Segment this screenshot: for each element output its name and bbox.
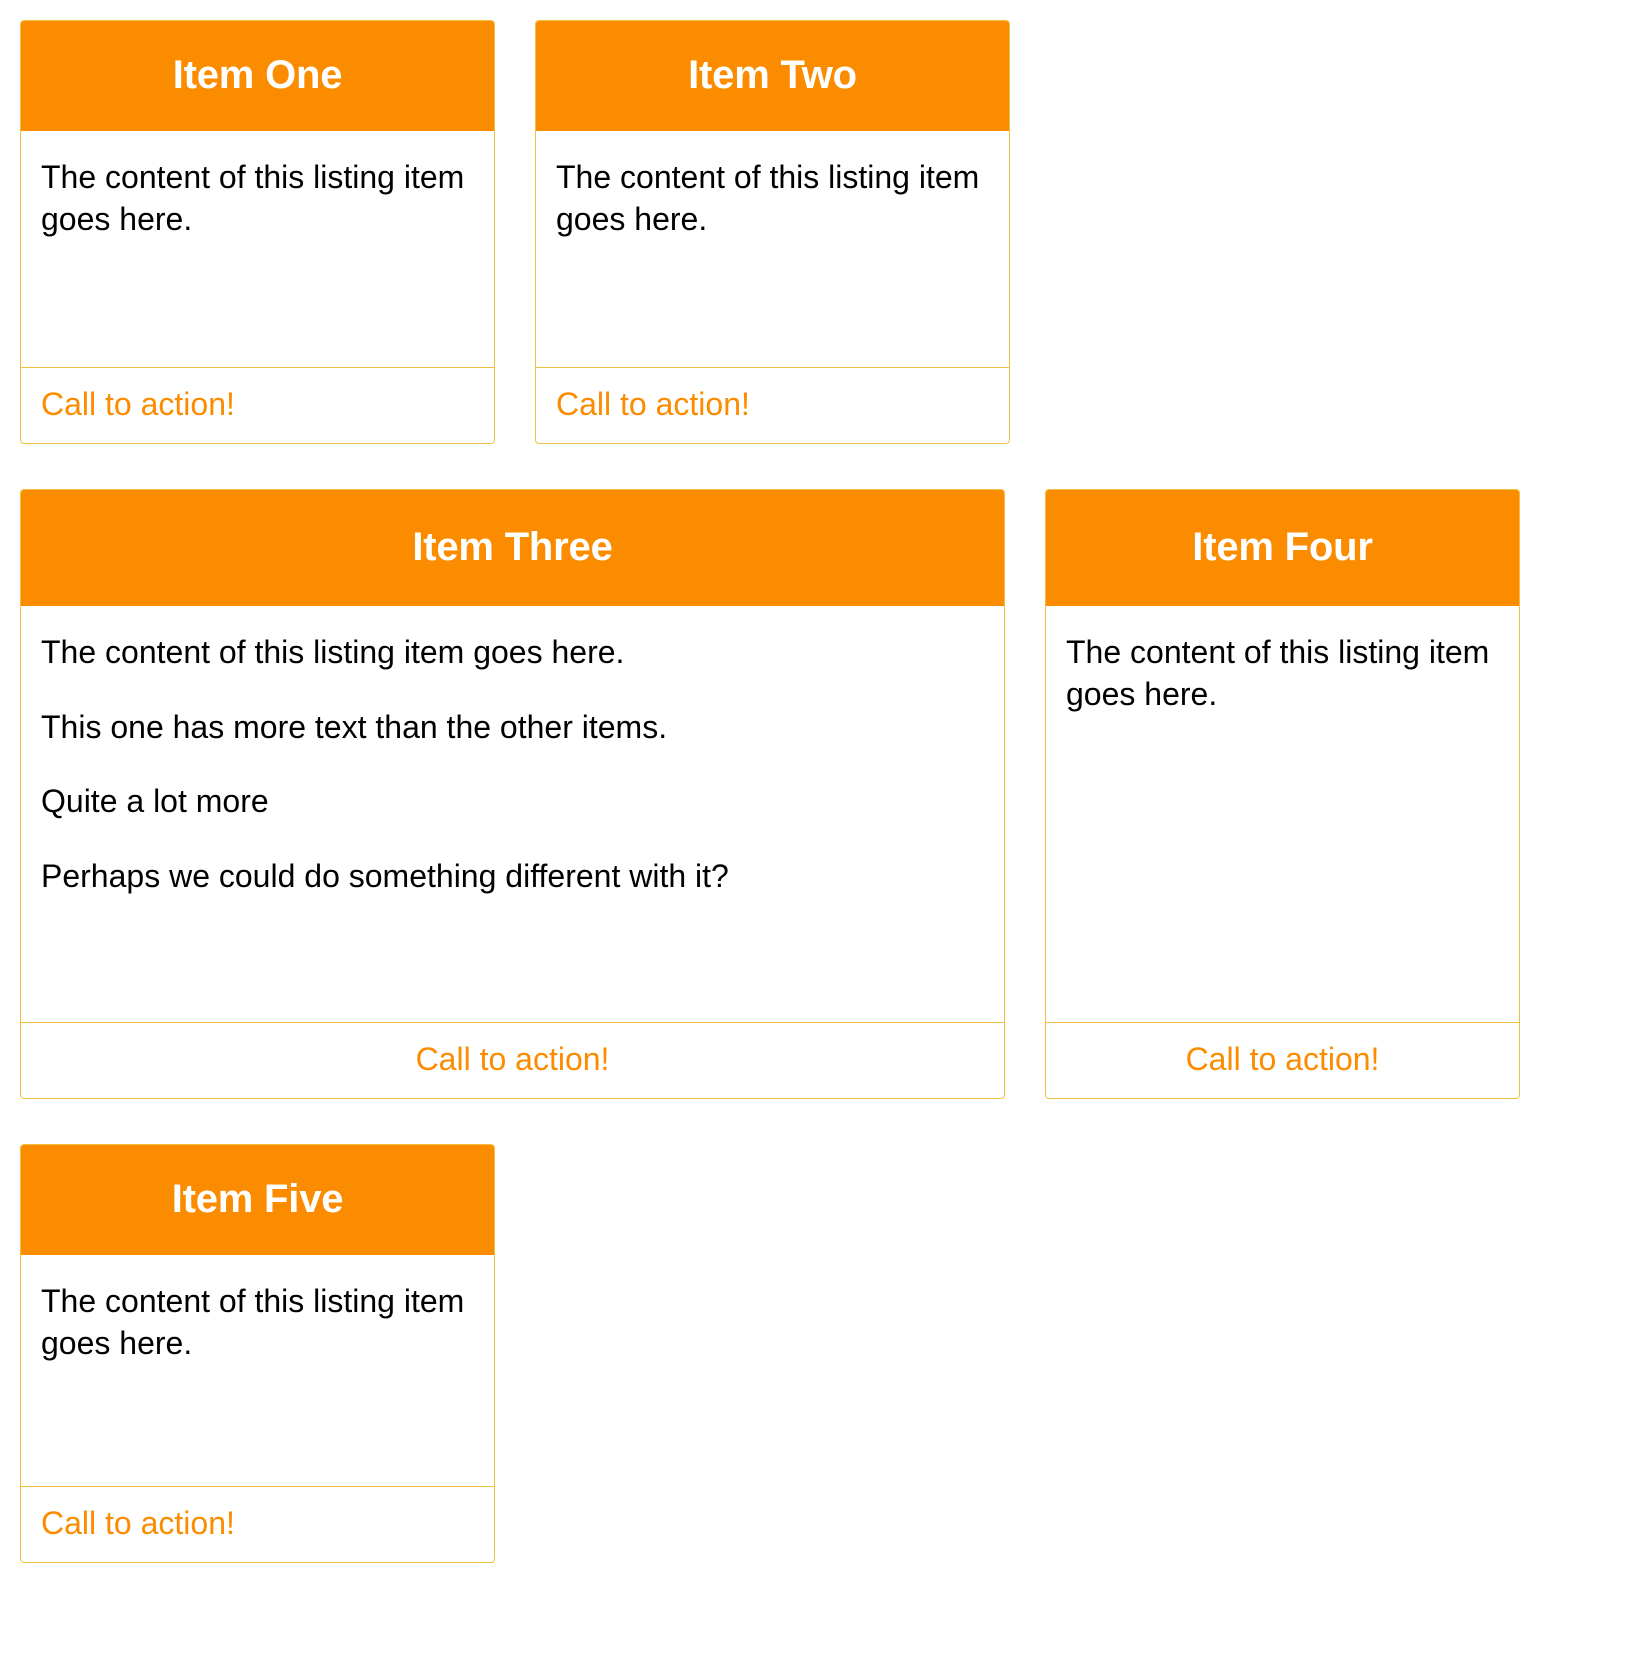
card-body bbox=[21, 131, 494, 367]
card-paragraph: The content of this listing item goes here. bbox=[1066, 634, 1490, 712]
card-title: Item Three bbox=[21, 490, 1004, 606]
card-paragraph: The content of this listing item goes here. bbox=[41, 1283, 465, 1361]
listing-card-item-four bbox=[1045, 489, 1520, 1099]
card-footer bbox=[21, 367, 494, 443]
listing-card-item-one bbox=[20, 20, 495, 444]
card-footer bbox=[21, 1486, 494, 1562]
card-title: Item Four bbox=[1046, 490, 1519, 606]
listing-card-item-three bbox=[20, 489, 1005, 1099]
card-body bbox=[21, 606, 1004, 1022]
card-footer bbox=[536, 367, 1009, 443]
card-paragraph: This one has more text than the other items. bbox=[41, 708, 668, 745]
listing-card-item-five bbox=[20, 1144, 495, 1563]
call-to-action-link[interactable]: Call to action! bbox=[41, 1505, 235, 1541]
card-footer bbox=[1046, 1022, 1519, 1098]
call-to-action-link[interactable]: Call to action! bbox=[41, 386, 235, 422]
card-paragraph: The content of this listing item goes here. bbox=[41, 634, 625, 670]
card-body bbox=[21, 1255, 494, 1486]
card-paragraph: The content of this listing item goes here. bbox=[556, 159, 980, 237]
card-paragraph: Quite a lot more bbox=[41, 783, 269, 820]
card-footer bbox=[21, 1022, 1004, 1098]
card-body bbox=[536, 131, 1009, 367]
card-body bbox=[1046, 606, 1519, 1022]
card-paragraph: The content of this listing item goes here. bbox=[41, 159, 465, 237]
card-paragraph: Perhaps we could do something different with it? bbox=[41, 857, 729, 894]
card-title: Item One bbox=[21, 21, 494, 131]
call-to-action-link[interactable]: Call to action! bbox=[556, 386, 750, 422]
call-to-action-link[interactable]: Call to action! bbox=[415, 1041, 610, 1077]
card-title: Item Two bbox=[536, 21, 1009, 131]
call-to-action-link[interactable]: Call to action! bbox=[1185, 1041, 1380, 1077]
listing-card-item-two bbox=[535, 20, 1010, 444]
card-title: Item Five bbox=[21, 1145, 494, 1255]
